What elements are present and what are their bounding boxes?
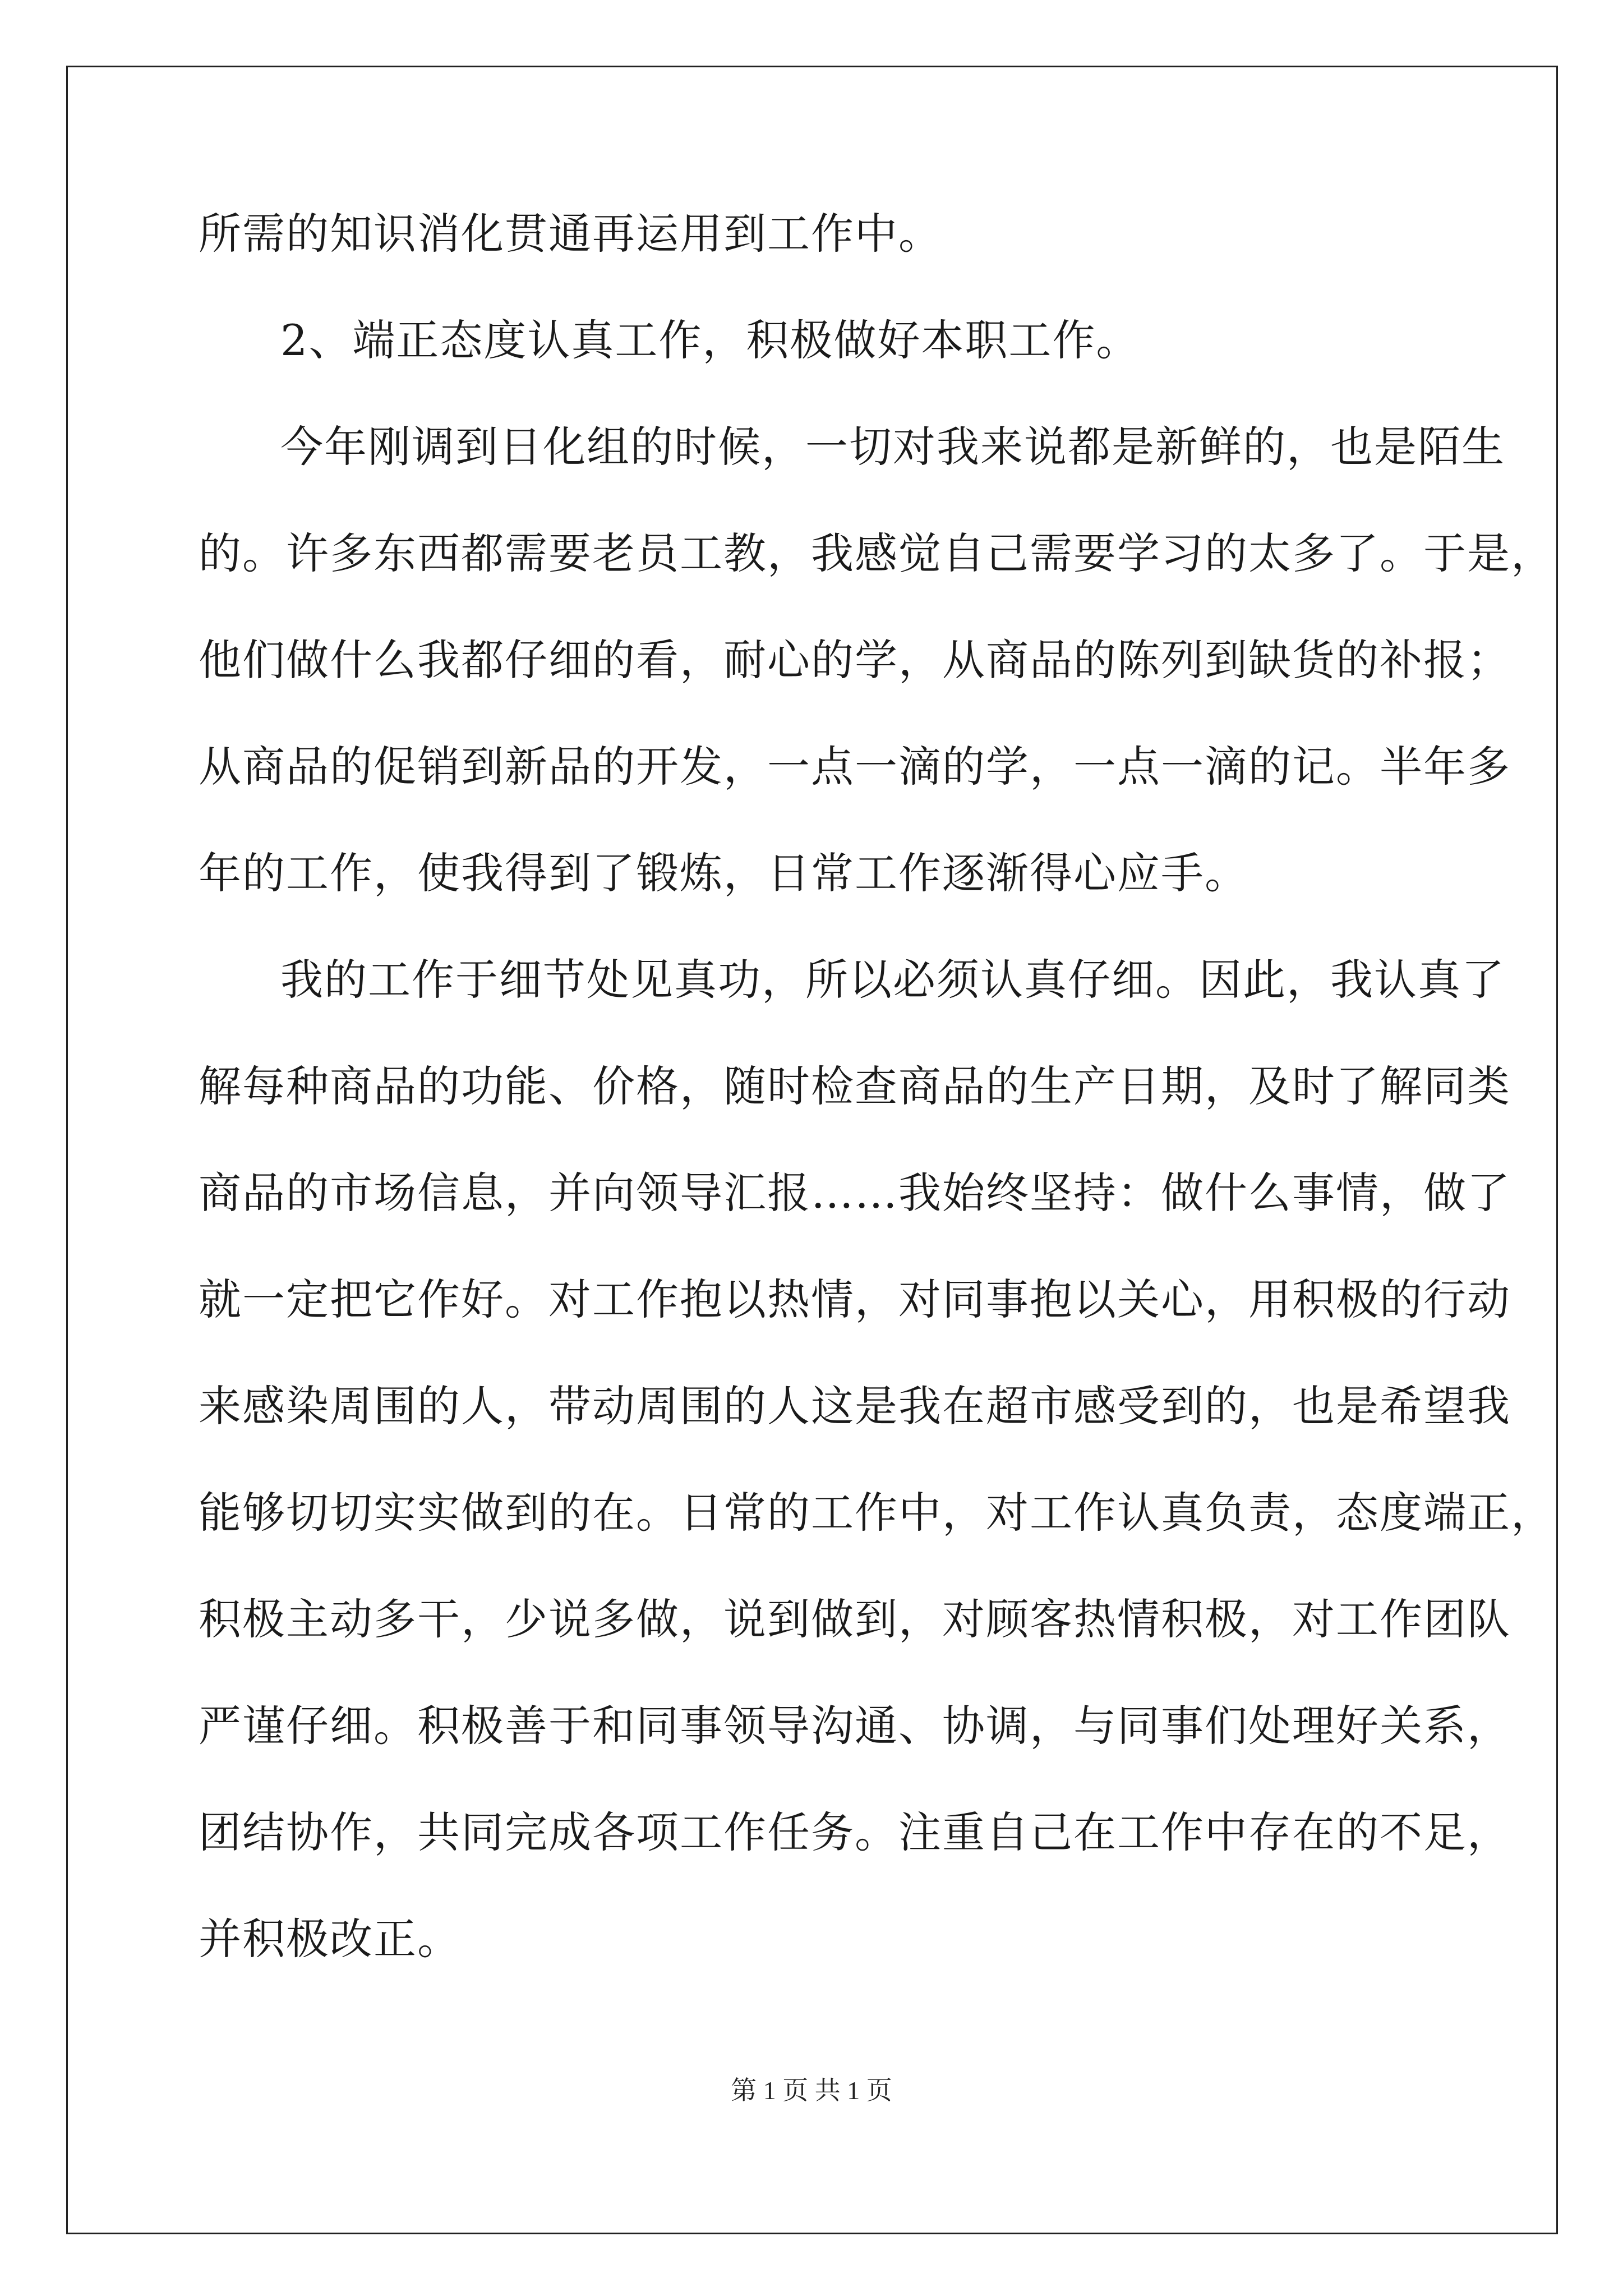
- text-line: 他们做什么我都仔细的看，耐心的学，从商品的陈列到缺货的补报；: [199, 635, 1511, 685]
- text-line: 积极主动多干，少说多做，说到做到，对顾客热情积极，对工作团队: [199, 1594, 1511, 1644]
- text-line: 就一定把它作好。对工作抱以热情，对同事抱以关心，用积极的行动: [199, 1274, 1511, 1324]
- text-line: 严谨仔细。积极善于和同事领导沟通、协调，与同事们处理好关系，: [199, 1701, 1511, 1751]
- text-line: 商品的市场信息，并向领导汇报……我始终坚持：做什么事情，做了: [199, 1168, 1511, 1218]
- text-line: 解每种商品的功能、价格，随时检查商品的生产日期，及时了解同类: [199, 1061, 1511, 1111]
- text-line: 今年刚调到日化组的时候，一切对我来说都是新鲜的，也是陌生: [280, 422, 1505, 472]
- text-line: 的。许多东西都需要老员工教，我感觉自己需要学习的太多了。于是，: [199, 528, 1555, 578]
- text-line: 2、端正态度认真工作，积极做好本职工作。: [280, 315, 1140, 365]
- text-line: 我的工作于细节处见真功，所以必须认真仔细。因此，我认真了: [280, 955, 1505, 1005]
- text-line: 所需的知识消化贯通再运用到工作中。: [199, 209, 942, 259]
- text-line: 年的工作，使我得到了锻炼，日常工作逐渐得心应手。: [199, 848, 1248, 898]
- text-line: 从商品的促销到新品的开发，一点一滴的学，一点一滴的记。半年多: [199, 742, 1511, 792]
- text-line: 来感染周围的人，带动周围的人这是我在超市感受到的，也是希望我: [199, 1381, 1511, 1431]
- text-line: 并积极改正。: [199, 1914, 461, 1964]
- page-number-footer: 第 1 页 共 1 页: [731, 2076, 892, 2105]
- text-line: 能够切切实实做到的在。日常的工作中，对工作认真负责，态度端正，: [199, 1488, 1555, 1538]
- text-line: 团结协作，共同完成各项工作任务。注重自己在工作中存在的不足，: [199, 1807, 1511, 1857]
